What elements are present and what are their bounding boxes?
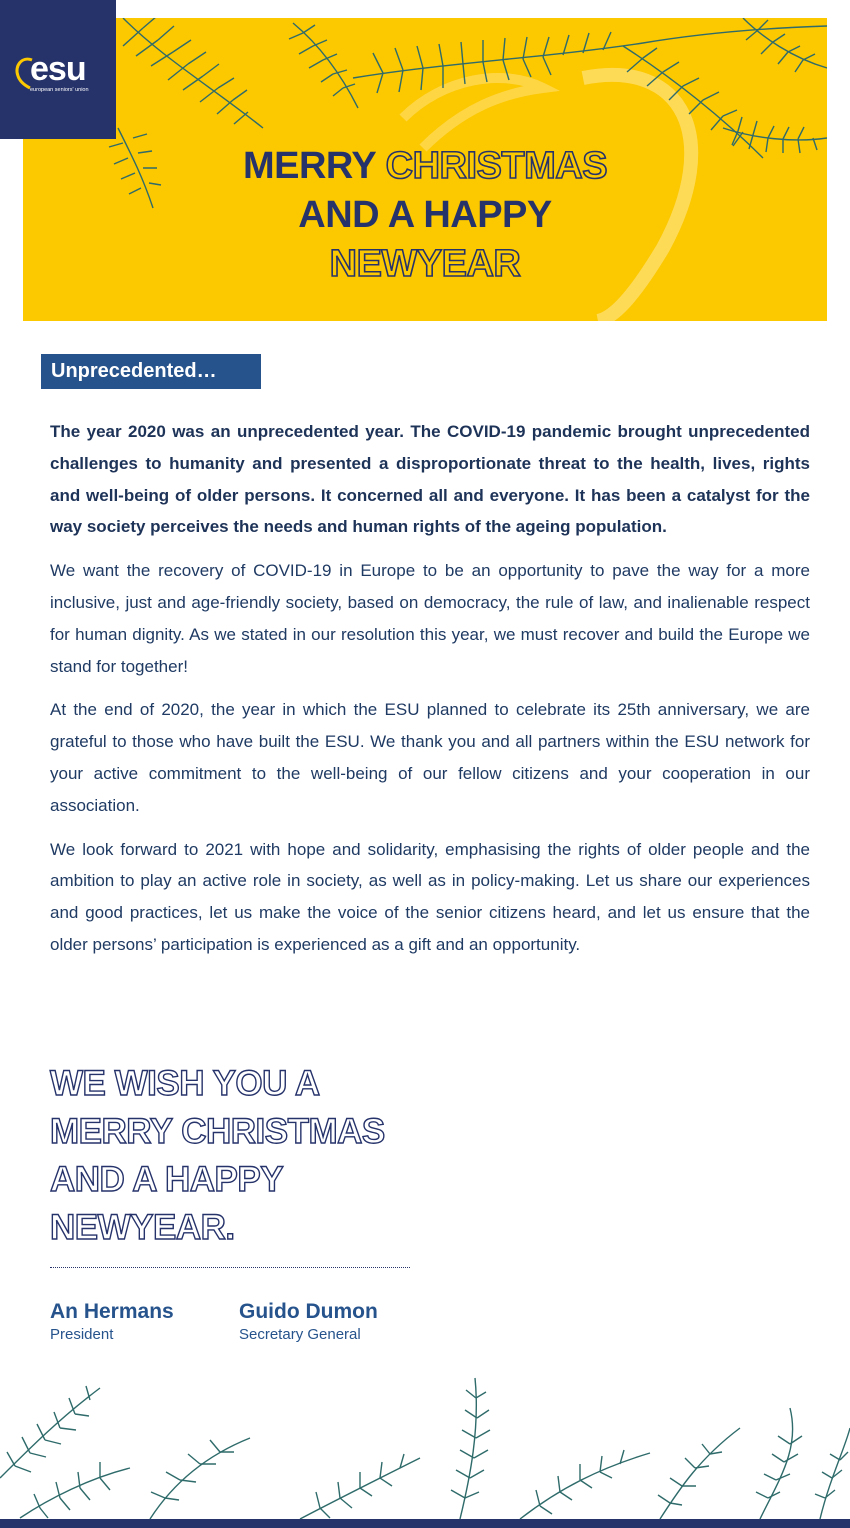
signature-president (50, 1298, 174, 1344)
paragraph-3: At the end of 2020, the year in which the ESU planned to celebrate its 25th anniversary, we are grateful to those who have built the ESU. We thank you and all partners within the ESU network for your active commitment to the well-being of our fellow citizens and your cooperation in our association. (50, 700, 810, 815)
wish-line-1: WE WISH YOU A (50, 1064, 320, 1103)
wish-line-4: NEWYEAR. (50, 1208, 235, 1247)
section-label: Unprecedented… (41, 354, 261, 389)
banner-title-christmas: CHRISTMAS (385, 145, 608, 187)
signature-role: Secretary General (239, 1326, 361, 1343)
signature-secretary-general (239, 1298, 378, 1344)
logo-subtitle: european seniors' union (30, 87, 89, 93)
paragraph-1: The year 2020 was an unprecedented year. The COVID-19 pandemic brought unprecedented challenges to humanity and presented a disproportionate threat to the health, lives, rights and well-being of older persons. It concerned all and everyone. It has been a catalyst for the way society perceives the needs and human rights of the ageing population. (50, 422, 810, 537)
banner-title-line-2: AND A HAPPY (298, 194, 552, 236)
banner-title-line-3: NEWYEAR (329, 243, 521, 285)
signature-name: An Hermans (50, 1300, 174, 1323)
paragraph-2: We want the recovery of COVID-19 in Europe to be an opportunity to pave the way for a more inclusive, just and age-friendly society, based on democracy, the rule of law, and inalienable respect for human dignity. As we stated in our resolution this year, we must recover and build the Europe we stand for together! (50, 561, 810, 676)
esu-logo (0, 0, 116, 139)
closing-wish (50, 1060, 385, 1252)
banner-title-line-1 (0, 141, 850, 191)
signature-role: President (50, 1326, 114, 1343)
footer-bar (0, 1519, 850, 1528)
banner-title-merry: MERRY (242, 145, 386, 187)
logo-wordmark: esu (30, 50, 86, 88)
signature-divider (50, 1267, 410, 1268)
footer-pine-decoration (0, 1368, 850, 1519)
letter-body (50, 416, 810, 973)
wish-line-2: MERRY CHRISTMAS (50, 1112, 385, 1151)
wish-line-3: AND A HAPPY (50, 1160, 284, 1199)
signature-name: Guido Dumon (239, 1300, 378, 1323)
paragraph-4: We look forward to 2021 with hope and solidarity, emphasising the rights of older people and the ambition to play an active role in society, as well as in policy-making. Let us share our experiences and good practices, let us make the voice of the senior citizens heard, and let us ensure that the older persons’ participation is experienced as a gift and an opportunity. (50, 839, 810, 954)
